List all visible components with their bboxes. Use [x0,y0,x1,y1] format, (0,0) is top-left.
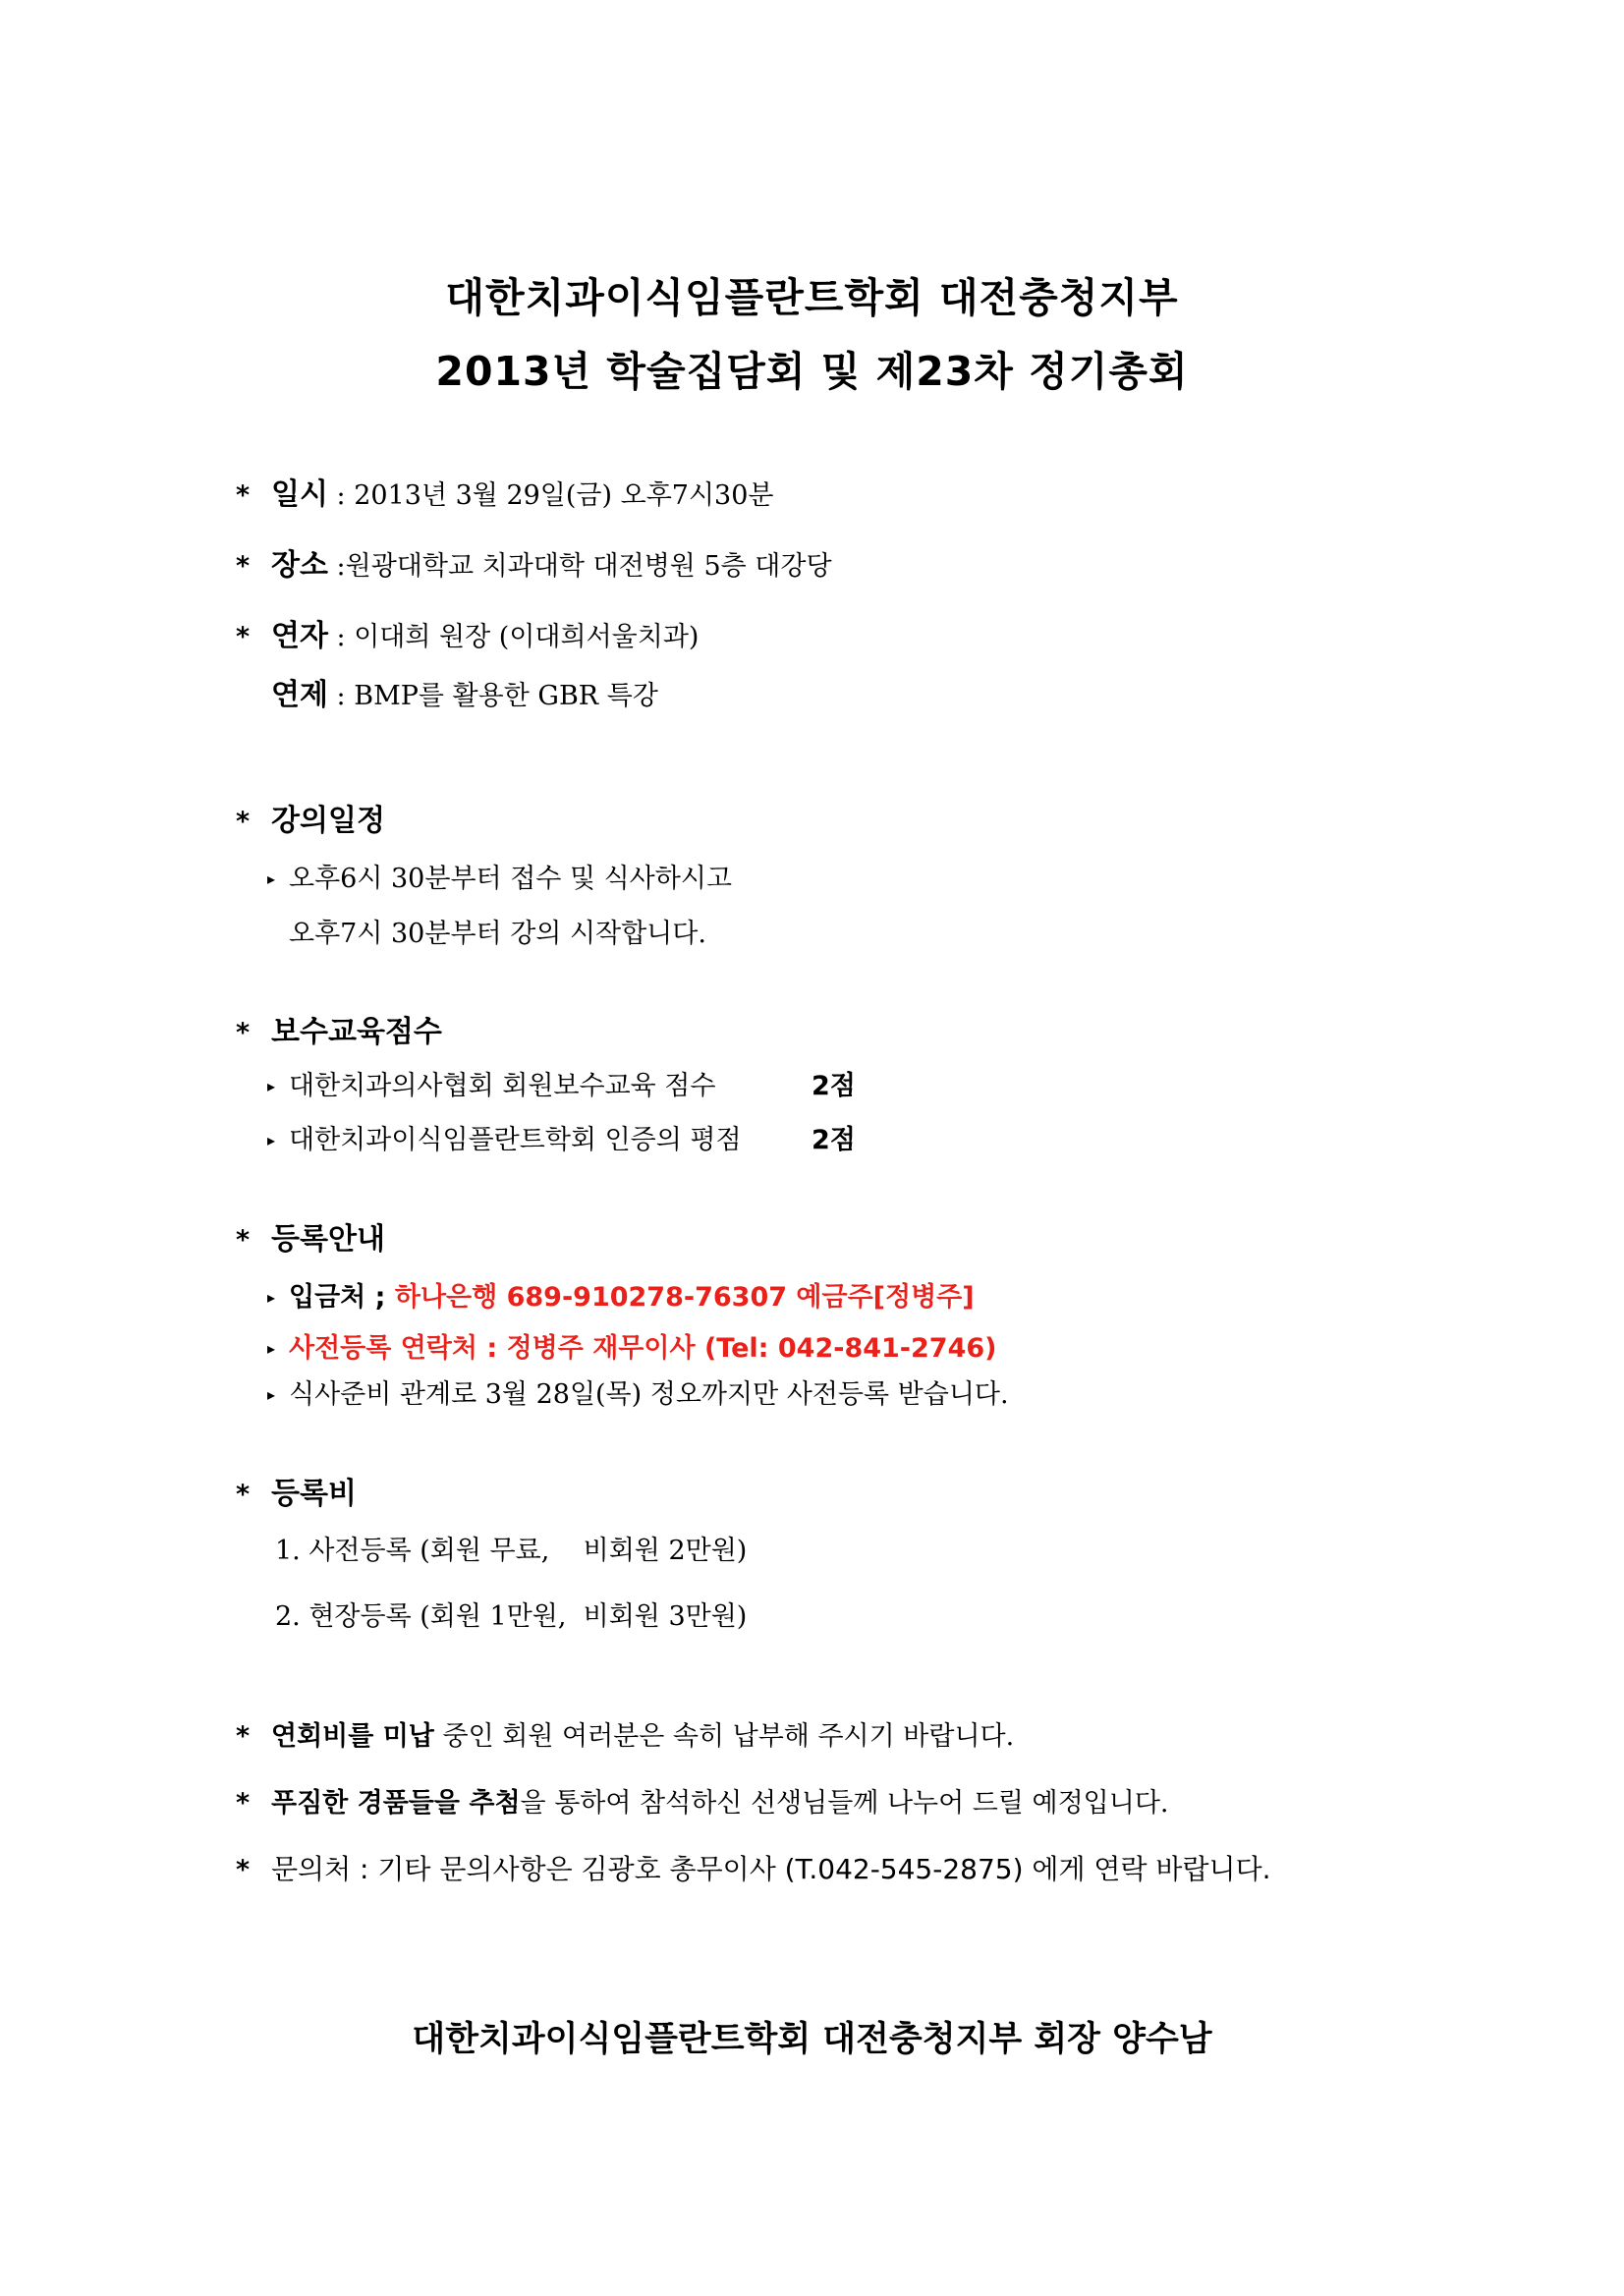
place-value: :원광대학교 치과대학 대전병원 5층 대강당 [327,551,832,582]
triangle-bullet-icon: ▸ [267,1339,276,1358]
speaker-label: 연자 [271,619,328,653]
contact-notice: * 문의처 : 기타 문의사항은 김광호 총무이사 (T.042-545-2875) 에게 연락 바랍니다. [236,1853,1271,1885]
credits-item-1: ▸ 대한치과의사협회 회원보수교육 점수 [267,1071,716,1101]
bullet-icon: * [236,622,251,652]
bullet-icon: * [236,1480,251,1510]
registration-heading: * 등록안내 [236,1222,385,1257]
dues-notice: * 연회비를 미납 중인 회원 여러분은 속히 납부해 주시기 바랍니다. [236,1721,1015,1752]
credits-points-1: 2점 [812,1071,856,1101]
fee-item-1: 1. 사전등록 (회원 무료, 비회원 2만원) [275,1536,748,1566]
date-label: 일시 [271,477,328,512]
bullet-icon: * [236,1788,251,1819]
date-value: : 2013년 3월 29일(금) 오후7시30분 [327,480,774,511]
date-row [236,470,773,513]
footer-signature: 대한치과이식임플란트학회 대전충청지부 회장 양수남 [412,2020,1212,2059]
bullet-icon: * [236,551,251,582]
deposit-account: 하나은행 689-910278-76307 예금주[정병주] [394,1282,975,1313]
bullet-icon: * [236,807,251,837]
place-row [236,540,832,584]
speaker-row [236,611,699,654]
bullet-icon: * [236,1225,251,1256]
registration-note: ▸ 식사준비 관계로 3월 28일(목) 정오까지만 사전등록 받습니다. [267,1379,1009,1410]
fees-heading: * 등록비 [236,1477,357,1511]
schedule-heading: * 강의일정 [236,804,385,838]
credits-heading: * 보수교육점수 [236,1015,442,1049]
credits-points-2: 2점 [812,1125,856,1155]
topic-row [271,670,658,713]
triangle-bullet-icon: ▸ [267,1288,276,1307]
prize-notice: * 푸짐한 경품들을 추첨을 통하여 참석하신 선생님들께 나누어 드릴 예정입니다. [236,1788,1169,1819]
bullet-icon: * [236,1018,251,1048]
title-line-1: 대한치과이식임플란트학회 대전충청지부 [445,274,1179,321]
topic-value: : BMP를 활용한 GBR 특강 [327,681,658,711]
contact-row: ▸ 사전등록 연락처 : 정병주 재무이사 (Tel: 042-841-2746) [267,1333,997,1364]
speaker-value: : 이대희 원장 (이대희서울치과) [327,622,700,652]
topic-label: 연제 [271,678,328,712]
bullet-icon: * [236,1721,251,1752]
place-label: 장소 [271,548,328,583]
deposit-label: 입금처 ; [289,1282,386,1313]
bullet-icon: * [236,1855,251,1885]
credits-item-2: ▸ 대한치과이식임플란트학회 인증의 평점 [267,1125,742,1155]
triangle-bullet-icon: ▸ [267,1131,276,1149]
schedule-line-1: ▸ 오후6시 30분부터 접수 및 식사하시고 [267,864,733,894]
triangle-bullet-icon: ▸ [267,869,276,888]
bullet-icon: * [236,480,251,511]
triangle-bullet-icon: ▸ [267,1385,276,1404]
triangle-bullet-icon: ▸ [267,1077,276,1095]
schedule-line-2: 오후7시 30분부터 강의 시작합니다. [289,919,706,949]
deposit-row [267,1275,975,1314]
title-line-2: 2013년 학술집담회 및 제23차 정기총회 [435,348,1189,395]
fee-item-2: 2. 현장등록 (회원 1만원, 비회원 3만원) [275,1601,748,1632]
